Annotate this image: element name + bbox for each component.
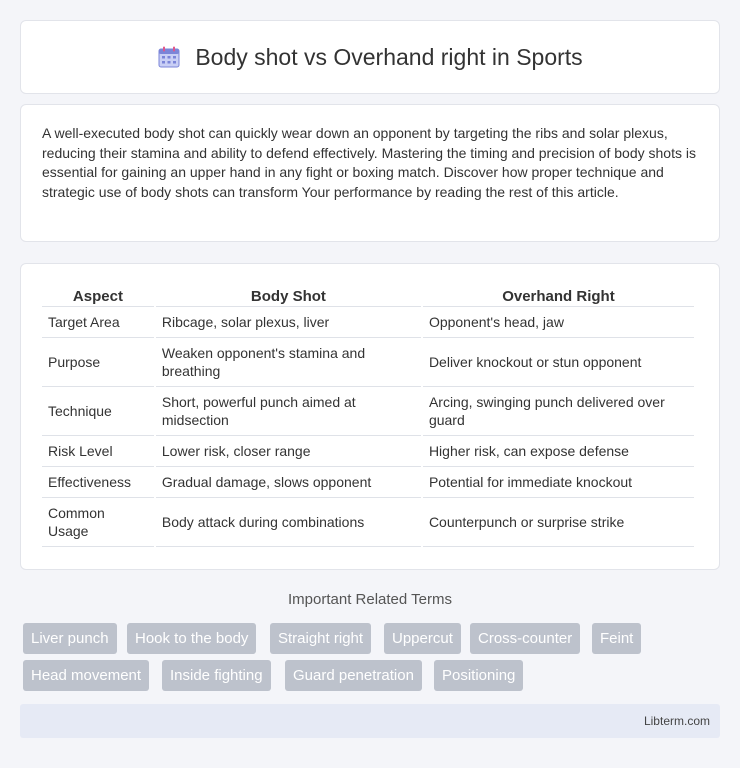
- column-header: Overhand Right: [423, 286, 694, 307]
- tag-liver-punch[interactable]: Liver punch: [23, 623, 117, 654]
- table-cell: Weaken opponent's stamina and breathing: [156, 338, 421, 387]
- intro-card: [20, 104, 720, 242]
- table-cell: Gradual damage, slows opponent: [156, 467, 421, 498]
- column-header: Body Shot: [156, 286, 421, 307]
- table-row: [42, 467, 694, 498]
- table-cell: Higher risk, can expose defense: [423, 436, 694, 467]
- intro-text: A well-executed body shot can quickly wear down an opponent by targeting the ribs and solar plexus, reducing their stamina and ability to defend effectively. Mastering the timing and precision of body shots is essential for gaining an upper hand in any fight or boxing match. Discover how proper technique and strategic use of body shots can transform Your performance by reading the rest of this article.: [42, 125, 696, 200]
- table-header-row: [42, 286, 694, 307]
- calendar-icon: [157, 45, 181, 69]
- table-cell: Ribcage, solar plexus, liver: [156, 307, 421, 338]
- table-cell: Technique: [42, 387, 154, 436]
- footer-site-link[interactable]: Libterm.com: [643, 714, 710, 728]
- table-row: [42, 307, 694, 338]
- table-cell: Arcing, swinging punch delivered over guard: [423, 387, 694, 436]
- column-header: Aspect: [42, 286, 154, 307]
- table-cell: Counterpunch or surprise strike: [423, 498, 694, 547]
- table-cell: Body attack during combinations: [156, 498, 421, 547]
- tag-head-movement[interactable]: Head movement: [23, 660, 149, 691]
- page-title: Body shot vs Overhand right in Sports: [195, 43, 583, 70]
- tag-guard-penetration[interactable]: Guard penetration: [285, 660, 422, 691]
- table-cell: Opponent's head, jaw: [423, 307, 694, 338]
- footer: [20, 704, 720, 738]
- tag-uppercut[interactable]: Uppercut: [384, 623, 461, 654]
- table-cell: Short, powerful punch aimed at midsection: [156, 387, 421, 436]
- tag-cross-counter[interactable]: Cross-counter: [470, 623, 580, 654]
- table-cell: Lower risk, closer range: [156, 436, 421, 467]
- tag-inside-fighting[interactable]: Inside fighting: [162, 660, 271, 691]
- table-row: [42, 338, 694, 387]
- table-cell: Purpose: [42, 338, 154, 387]
- table-row: [42, 436, 694, 467]
- table-cell: Deliver knockout or stun opponent: [423, 338, 694, 387]
- table-cell: Potential for immediate knockout: [423, 467, 694, 498]
- tag-feint[interactable]: Feint: [592, 623, 641, 654]
- tag-straight-right[interactable]: Straight right: [270, 623, 371, 654]
- table-row: [42, 387, 694, 436]
- tag-hook-to-the-body[interactable]: Hook to the body: [127, 623, 256, 654]
- table-cell: Target Area: [42, 307, 154, 338]
- comparison-table-card: [20, 263, 720, 570]
- comparison-table: [40, 286, 696, 547]
- tag-positioning[interactable]: Positioning: [434, 660, 523, 691]
- table-cell: Common Usage: [42, 498, 154, 547]
- table-cell: Risk Level: [42, 436, 154, 467]
- title-card: [20, 20, 720, 94]
- table-row: [42, 498, 694, 547]
- related-terms-title: Important Related Terms: [288, 591, 452, 608]
- table-cell: Effectiveness: [42, 467, 154, 498]
